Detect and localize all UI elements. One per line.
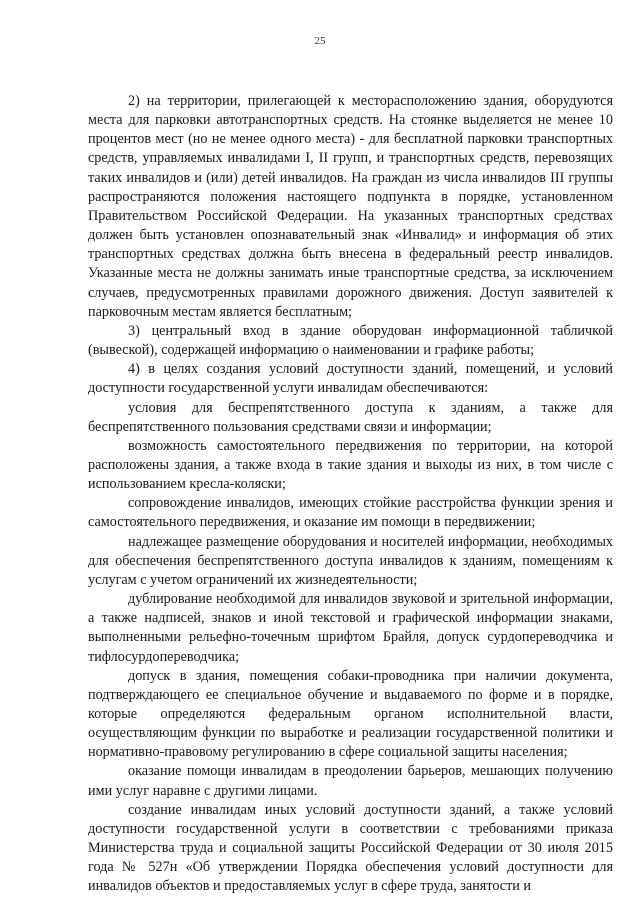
paragraph-entrance-sign: 3) центральный вход в здание оборудован информационной табличкой (вывеской), содержащей информацию о наименовании и графике работы; [88,322,613,359]
paragraph-braille-duplication: дублирование необходимой для инвалидов звуковой и зрительной информации, а также надписей, знаков и иной текстовой и графической информации знаками, выполненными рельефно-точечным шрифтом Брайля, допуск сурдопереводчика и тифлосурдопереводчика; [88,591,613,665]
paragraph-barrier-assistance: оказание помощи инвалидам в преодолении барьеров, мешающих получению ими услуг наравне с другими лицами. [88,763,613,799]
paragraph-escort: сопровождение инвалидов, имеющих стойкие расстройства функции зрения и самостоятельного передвижения, и оказание им помощи в передвижении; [88,495,613,531]
paragraph-accessibility-intro: 4) в целях создания условий доступности зданий, помещений, и условий доступности государственной услуги инвалидам обеспечиваются: [88,361,613,397]
page-number: 25 [314,35,326,47]
paragraph-equipment-placement: надлежащее размещение оборудования и носителей информации, необходимых для обеспечения беспрепятственного доступа инвалидов к зданиям, помещениям к услугам с учетом ограничений их жизнедеятельности; [88,533,613,588]
paragraph-independent-movement: возможность самостоятельного передвижения по территории, на которой расположены здания, а также входа в такие здания и выходы из них, в том числе с использованием кресла-коляски; [88,437,613,493]
paragraph-access-conditions: условия для беспрепятственного доступа к зданиям, а также для беспрепятственного пользования средствами связи и информации; [88,399,613,435]
paragraph-other-conditions: создание инвалидам иных условий доступности зданий, а также условий доступности государственной услуги в соответствии с требованиями приказа Министерства труда и социальной защиты Российской Федерации от 30 июля 2015 года № 527н «Об утверждении Порядка обеспечения условий доступности для инвалидов объектов и предоставляемых услуг в сфере труда, занятости и [88,801,613,895]
document-body [88,92,613,897]
paragraph-parking: 2) на территории, прилегающей к месторасположению здания, оборудуются места для парковки автотранспортных средств. На стоянке выделяется не менее 10 процентов мест (но не менее одного места) - для бесплатной парковки транспортных средств, управляемых инвалидами I, II групп, и транспортных средств, перевозящих таких инвалидов и (или) детей инвалидов. На граждан из числа инвалидов III группы распространяются положения настоящего подпункта в порядке, установленном Правительством Российской Федерации. На указанных транспортных средствах должен быть установлен опознавательный знак «Инвалид» и информация об этих транспортных средствах должна быть внесена в федеральный реестр инвалидов. Указанные места не должны занимать иные транспортные средства, за исключением случаев, предусмотренных правилами дорожного движения. Доступ заявителей к парковочным местам является бесплатным; [88,93,613,320]
paragraph-guide-dog: допуск в здания, помещения собаки-проводника при наличии документа, подтверждающего ее специальное обучение и выдаваемого по форме и в порядке, которые определяются федеральным органом исполнительной власти, осуществляющим функции по выработке и реализации государственной политики и нормативно-правовому регулированию в сфере социальной защиты населения; [88,667,613,761]
